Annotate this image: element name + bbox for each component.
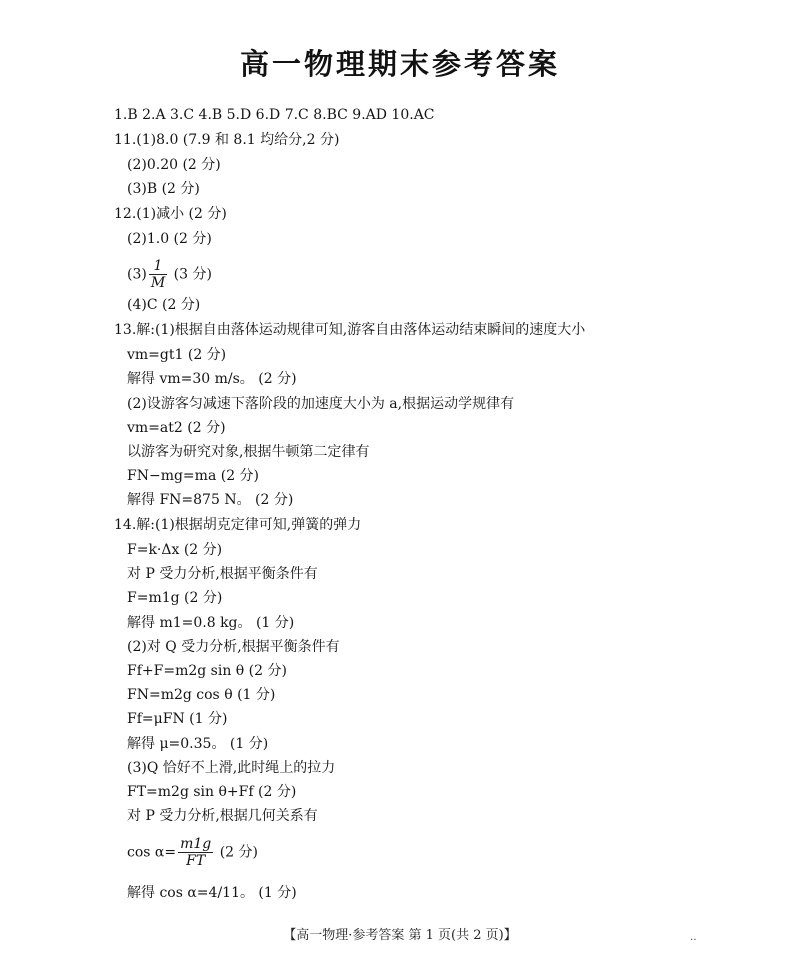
answer-line: vm=at2 (2 分) (127, 420, 226, 436)
answer-line: 对 P 受力分析,根据几何关系有 (127, 808, 318, 824)
answer-line: 13.解:(1)根据自由落体运动规律可知,游客自由落体运动结束瞬间的速度大小 (114, 322, 586, 338)
page-footer: 【高一物理·参考答案 第 1 页(共 2 页)】 (283, 928, 517, 943)
answer-line: FT=m2g sin θ+Ff (2 分) (127, 784, 297, 800)
answer-line: 12.(1)减小 (2 分) (114, 206, 227, 222)
answer-line: (4)C (2 分) (127, 297, 201, 313)
fraction-suffix: (2 分) (215, 844, 258, 861)
fraction-numerator: m1g (180, 836, 212, 852)
answer-line: 以游客为研究对象,根据牛顿第二定律有 (127, 444, 370, 460)
answer-line-fraction (127, 836, 258, 869)
answer-line: (2)对 Q 受力分析,根据平衡条件有 (127, 639, 340, 655)
fraction-denominator: M (150, 275, 166, 291)
page-title: 高一物理期末参考答案 (239, 47, 560, 81)
answer-line: 对 P 受力分析,根据平衡条件有 (127, 566, 318, 582)
fraction-prefix: cos α= (127, 844, 177, 861)
fraction-numerator: 1 (149, 258, 167, 275)
answer-line: Ff+F=m2g sin θ (2 分) (127, 663, 287, 679)
answer-line: FN−mg=ma (2 分) (127, 468, 260, 484)
fraction-prefix: (3) (127, 266, 147, 283)
mc-answers: 1.B 2.A 3.C 4.B 5.D 6.D 7.C 8.BC 9.AD 10.AC (114, 107, 435, 123)
footer-mark: ‥ (690, 932, 697, 943)
answer-line-fraction (127, 258, 212, 291)
fraction (149, 258, 167, 291)
answer-line: 解得 cos α=4/11。 (1 分) (127, 885, 297, 901)
fraction-denominator: FT (186, 853, 206, 869)
answer-line: (2)设游客匀减速下落阶段的加速度大小为 a,根据运动学规律有 (127, 396, 515, 412)
answer-line: F=m1g (2 分) (127, 590, 223, 606)
answer-line: 14.解:(1)根据胡克定律可知,弹簧的弹力 (114, 517, 362, 533)
fraction-suffix: (3 分) (169, 266, 212, 283)
answer-line: 解得 μ=0.35。 (1 分) (127, 736, 269, 752)
fraction (178, 836, 213, 869)
answer-line: FN=m2g cos θ (1 分) (127, 687, 276, 703)
answer-line: 解得 m1=0.8 kg。 (1 分) (127, 615, 295, 631)
answer-line: 解得 vm=30 m/s。 (2 分) (127, 371, 297, 387)
answer-line: Ff=μFN (1 分) (127, 711, 228, 727)
answer-line: (2)1.0 (2 分) (127, 231, 212, 247)
answer-line: 解得 FN=875 N。 (2 分) (127, 492, 294, 508)
answer-line: (2)0.20 (2 分) (127, 157, 221, 173)
answer-line: 11.(1)8.0 (7.9 和 8.1 均给分,2 分) (114, 132, 340, 148)
answer-line: vm=gt1 (2 分) (127, 347, 227, 363)
answer-line: (3)Q 恰好不上滑,此时绳上的拉力 (127, 760, 336, 776)
answer-line: F=k·Δx (2 分) (127, 542, 223, 558)
answer-line: (3)B (2 分) (127, 181, 200, 197)
